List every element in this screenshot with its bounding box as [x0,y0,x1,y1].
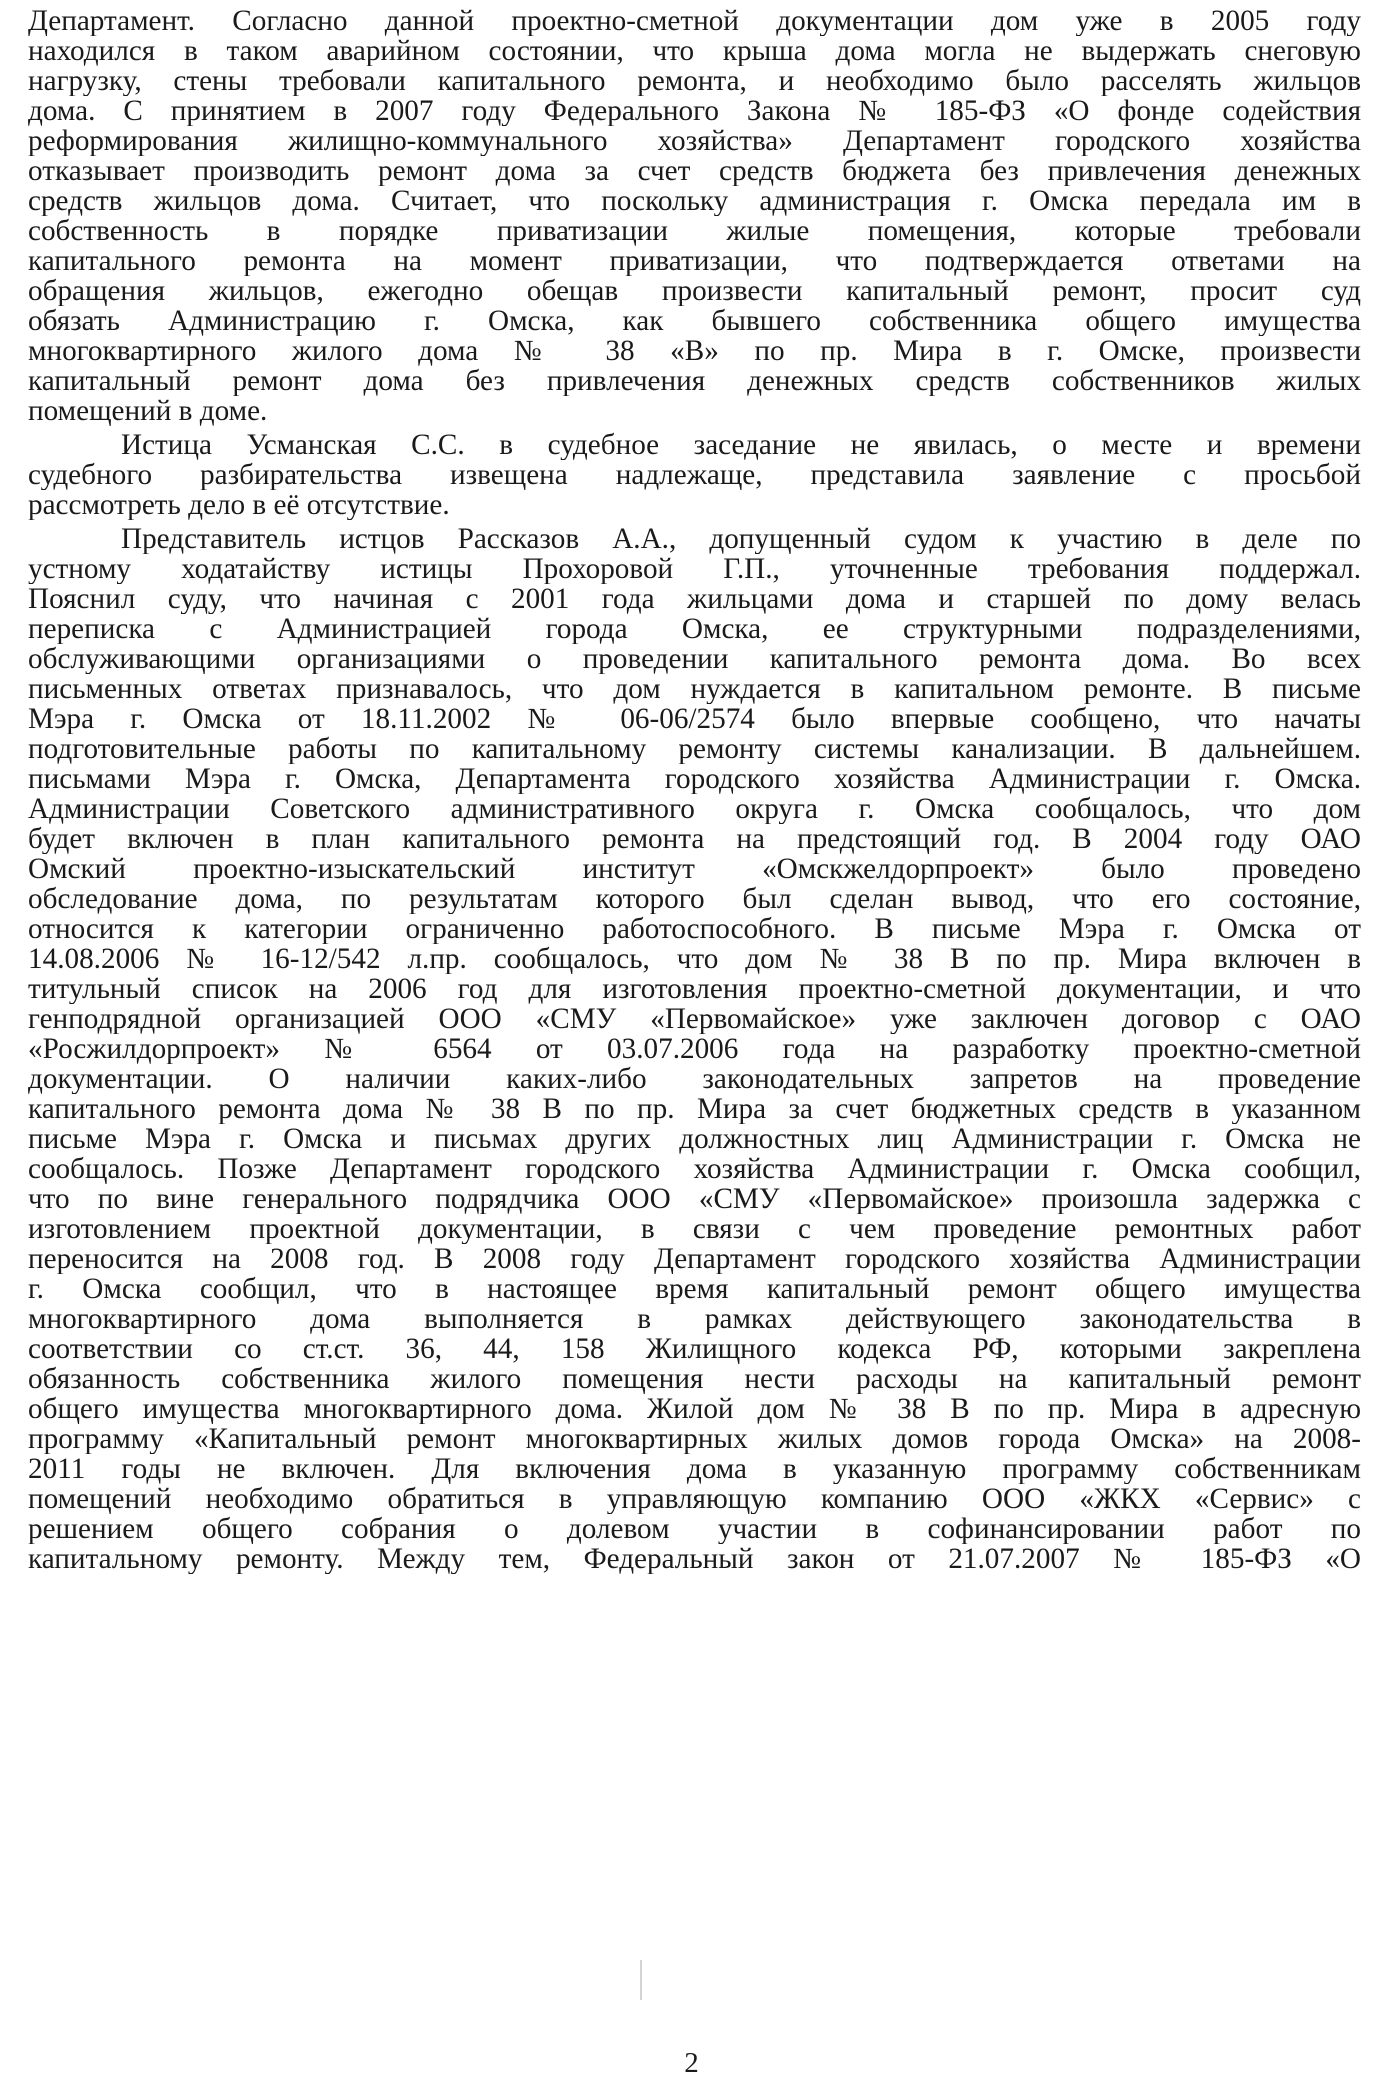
text-line: подготовительные работы по капитальному ремонту системы канализации. В дальнейшем. [28,734,1361,764]
text-line: 14.08.2006 № 16-12/542 л.пр. сообщалось, что дом № 38 В по пр. Мира включен в [28,944,1361,974]
text-line: капитального ремонта дома № 38 В по пр. Мира за счет бюджетных средств в указанном [28,1094,1361,1124]
text-line: Пояснил суду, что начиная с 2001 года жильцами дома и старшей по дому велась [28,584,1361,614]
text-line: Мэра г. Омска от 18.11.2002 № 06-06/2574 было впервые сообщено, что начаты [28,704,1361,734]
text-line: обязанность собственника жилого помещения нести расходы на капитальный ремонт [28,1364,1361,1394]
text-line: нагрузку, стены требовали капитального ремонта, и необходимо было расселять жильцов [28,66,1361,96]
text-line: капитального ремонта на момент приватизации, что подтверждается ответами на [28,246,1361,276]
text-line: что по вине генерального подрядчика ООО «СМУ «Первомайское» произошла задержка с [28,1184,1361,1214]
text-line: письме Мэра г. Омска и письмах других должностных лиц Администрации г. Омска не [28,1124,1361,1154]
text-line: г. Омска сообщил, что в настоящее время капитальный ремонт общего имущества [28,1274,1361,1304]
text-line: соответствии со ст.ст. 36, 44, 158 Жилищного кодекса РФ, которыми закреплена [28,1334,1361,1364]
text-line: генподрядной организацией ООО «СМУ «Первомайское» уже заключен договор с ОАО [28,1004,1361,1034]
text-line: 2011 годы не включен. Для включения дома в указанную программу собственникам [28,1454,1361,1484]
text-line: общего имущества многоквартирного дома. Жилой дом № 38 В по пр. Мира в адресную [28,1394,1361,1424]
text-line: изготовлением проектной документации, в связи с чем проведение ремонтных работ [28,1214,1361,1244]
text-line: судебного разбирательства извещена надлежаще, представила заявление с просьбой [28,460,1361,490]
text-line: программу «Капитальный ремонт многоквартирных жилых домов города Омска» на 2008- [28,1424,1361,1454]
text-line: дома. С принятием в 2007 году Федерального Закона № 185-ФЗ «О фонде содействия [28,96,1361,126]
text-line: будет включен в план капитального ремонта на предстоящий год. В 2004 году ОАО [28,824,1361,854]
text-line: находился в таком аварийном состоянии, что крыша дома могла не выдержать снеговую [28,36,1361,66]
text-line: решением общего собрания о долевом участии в софинансировании работ по [28,1514,1361,1544]
text-line: обязать Администрацию г. Омска, как бывшего собственника общего имущества [28,306,1361,336]
text-line: отказывает производить ремонт дома за счет средств бюджета без привлечения денежных [28,156,1361,186]
text-line: реформирования жилищно-коммунального хозяйства» Департамент городского хозяйства [28,126,1361,156]
text-line: сообщалось. Позже Департамент городского хозяйства Администрации г. Омска сообщил, [28,1154,1361,1184]
text-line: рассмотреть дело в её отсутствие. [28,490,450,520]
text-line: титульный список на 2006 год для изготовления проектно-сметной документации, и что [28,974,1361,1004]
text-line: переносится на 2008 год. В 2008 году Департамент городского хозяйства Администрации [28,1244,1361,1274]
text-line: документации. О наличии каких-либо законодательных запретов на проведение [28,1064,1361,1094]
text-line: «Росжилдорпроект» № 6564 от 03.07.2006 года на разработку проектно-сметной [28,1034,1361,1064]
text-line: переписка с Администрацией города Омска, ее структурными подразделениями, [28,614,1361,644]
text-line: обращения жильцов, ежегодно обещав произвести капитальный ремонт, просит суд [28,276,1361,306]
text-line: Омский проектно-изыскательский институт «Омскжелдорпроект» было проведено [28,854,1361,884]
text-line: письмами Мэра г. Омска, Департамента городского хозяйства Администрации г. Омска. [28,764,1361,794]
paragraph-2 [28,430,1361,520]
text-line: устному ходатайству истицы Прохоровой Г.П., уточненные требования поддержал. [28,554,1361,584]
text-line: капитальному ремонту. Между тем, Федеральный закон от 21.07.2007 № 185-ФЗ «О [28,1544,1361,1574]
text-line: многоквартирного дома выполняется в рамках действующего законодательства в [28,1304,1361,1334]
text-line: обслуживающими организациями о проведении капитального ремонта дома. Во всех [28,644,1361,674]
text-line: собственность в порядке приватизации жилые помещения, которые требовали [28,216,1361,246]
text-line: письменных ответах признавалось, что дом нуждается в капитальном ремонте. В письме [28,674,1361,704]
text-line: Представитель истцов Рассказов А.А., допущенный судом к участию в деле по [121,524,1361,554]
text-line: помещений необходимо обратиться в управляющую компанию ООО «ЖКХ «Сервис» с [28,1484,1361,1514]
text-line: многоквартирного жилого дома № 38 «В» по пр. Мира в г. Омске, произвести [28,336,1361,366]
text-line: Администрации Советского административного округа г. Омска сообщалось, что дом [28,794,1361,824]
page-number: 2 [684,2047,699,2079]
text-line: относится к категории ограниченно работоспособного. В письме Мэра г. Омска от [28,914,1361,944]
text-line: Департамент. Согласно данной проектно-сметной документации дом уже в 2005 году [28,6,1361,36]
text-line: Истица Усманская С.С. в судебное заседание не явилась, о месте и времени [121,430,1361,460]
paragraph-1 [28,6,1361,426]
text-line: средств жильцов дома. Считает, что поскольку администрация г. Омска передала им в [28,186,1361,216]
text-line: помещений в доме. [28,396,268,426]
paragraph-3 [28,524,1361,1574]
text-line: обследование дома, по результатам которого был сделан вывод, что его состояние, [28,884,1361,914]
scan-fold-mark [640,1960,642,2000]
text-line: капитальный ремонт дома без привлечения денежных средств собственников жилых [28,366,1361,396]
